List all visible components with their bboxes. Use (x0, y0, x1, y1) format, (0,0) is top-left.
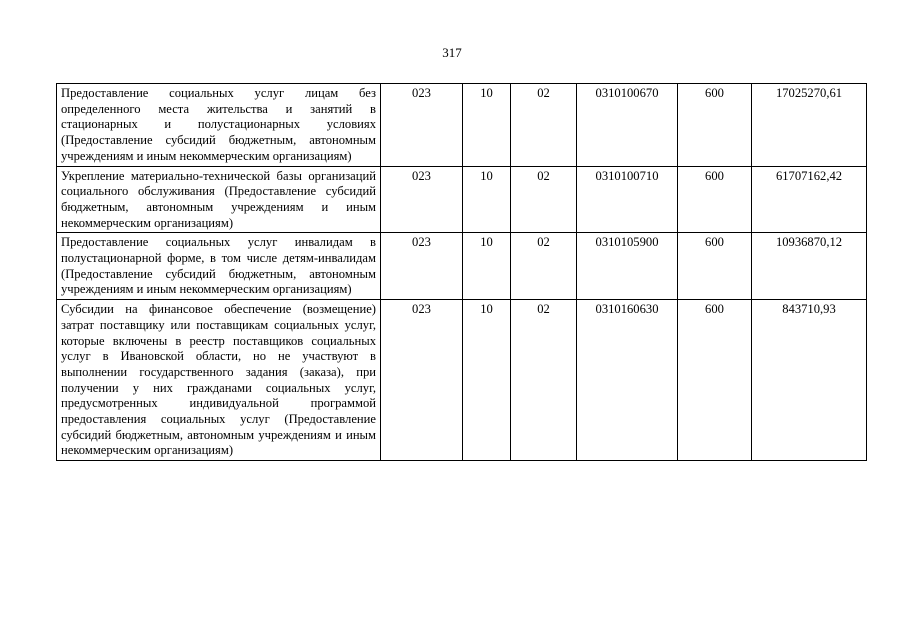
table-row (57, 233, 867, 300)
target-article-code: 0310100710 (577, 166, 678, 233)
expense-type-code: 600 (678, 166, 752, 233)
expense-description: Субсидии на финансовое обеспечение (возмещение) затрат поставщику или поставщикам социальных услуг, которые включены в реестр поставщиков социальных услуг в Ивановской области, но не участвуют в выполнении государственного задания (заказа), при получении у них гражданами социальных услуг, предусмотренных индивидуальной программой предоставления социальных услуг (Предоставление субсидий бюджетным, автономным учреждениям и иным некоммерческим организациям) (57, 300, 381, 461)
expense-type-code: 600 (678, 233, 752, 300)
subsection-code: 02 (511, 166, 577, 233)
section-code: 10 (463, 166, 511, 233)
subsection-code: 02 (511, 84, 577, 167)
ministry-code: 023 (381, 84, 463, 167)
budget-table (56, 83, 867, 461)
page-number: 317 (442, 45, 462, 60)
ministry-code: 023 (381, 233, 463, 300)
subsection-code: 02 (511, 233, 577, 300)
amount: 61707162,42 (752, 166, 867, 233)
table-row (57, 84, 867, 167)
expense-description: Предоставление социальных услуг лицам без определенного места жительства и занятий в стационарных и полустационарных условиях (Предоставление субсидий бюджетным, автономным учреждениям и иным некоммерческим организациям) (57, 84, 381, 167)
target-article-code: 0310105900 (577, 233, 678, 300)
expense-type-code: 600 (678, 300, 752, 461)
target-article-code: 0310100670 (577, 84, 678, 167)
ministry-code: 023 (381, 300, 463, 461)
target-article-code: 0310160630 (577, 300, 678, 461)
table-row (57, 166, 867, 233)
amount: 843710,93 (752, 300, 867, 461)
expense-type-code: 600 (678, 84, 752, 167)
table-row (57, 300, 867, 461)
expense-description: Предоставление социальных услуг инвалидам в полустационарной форме, в том числе детям-инвалидам (Предоставление субсидий бюджетным, автономным учреждениям и иным некоммерческим организациям) (57, 233, 381, 300)
section-code: 10 (463, 233, 511, 300)
amount: 17025270,61 (752, 84, 867, 167)
section-code: 10 (463, 84, 511, 167)
ministry-code: 023 (381, 166, 463, 233)
section-code: 10 (463, 300, 511, 461)
expense-description: Укрепление материально-технической базы организаций социального обслуживания (Предоставление субсидий бюджетным, автономным учреждениям и иным некоммерческим организациям) (57, 166, 381, 233)
subsection-code: 02 (511, 300, 577, 461)
amount: 10936870,12 (752, 233, 867, 300)
